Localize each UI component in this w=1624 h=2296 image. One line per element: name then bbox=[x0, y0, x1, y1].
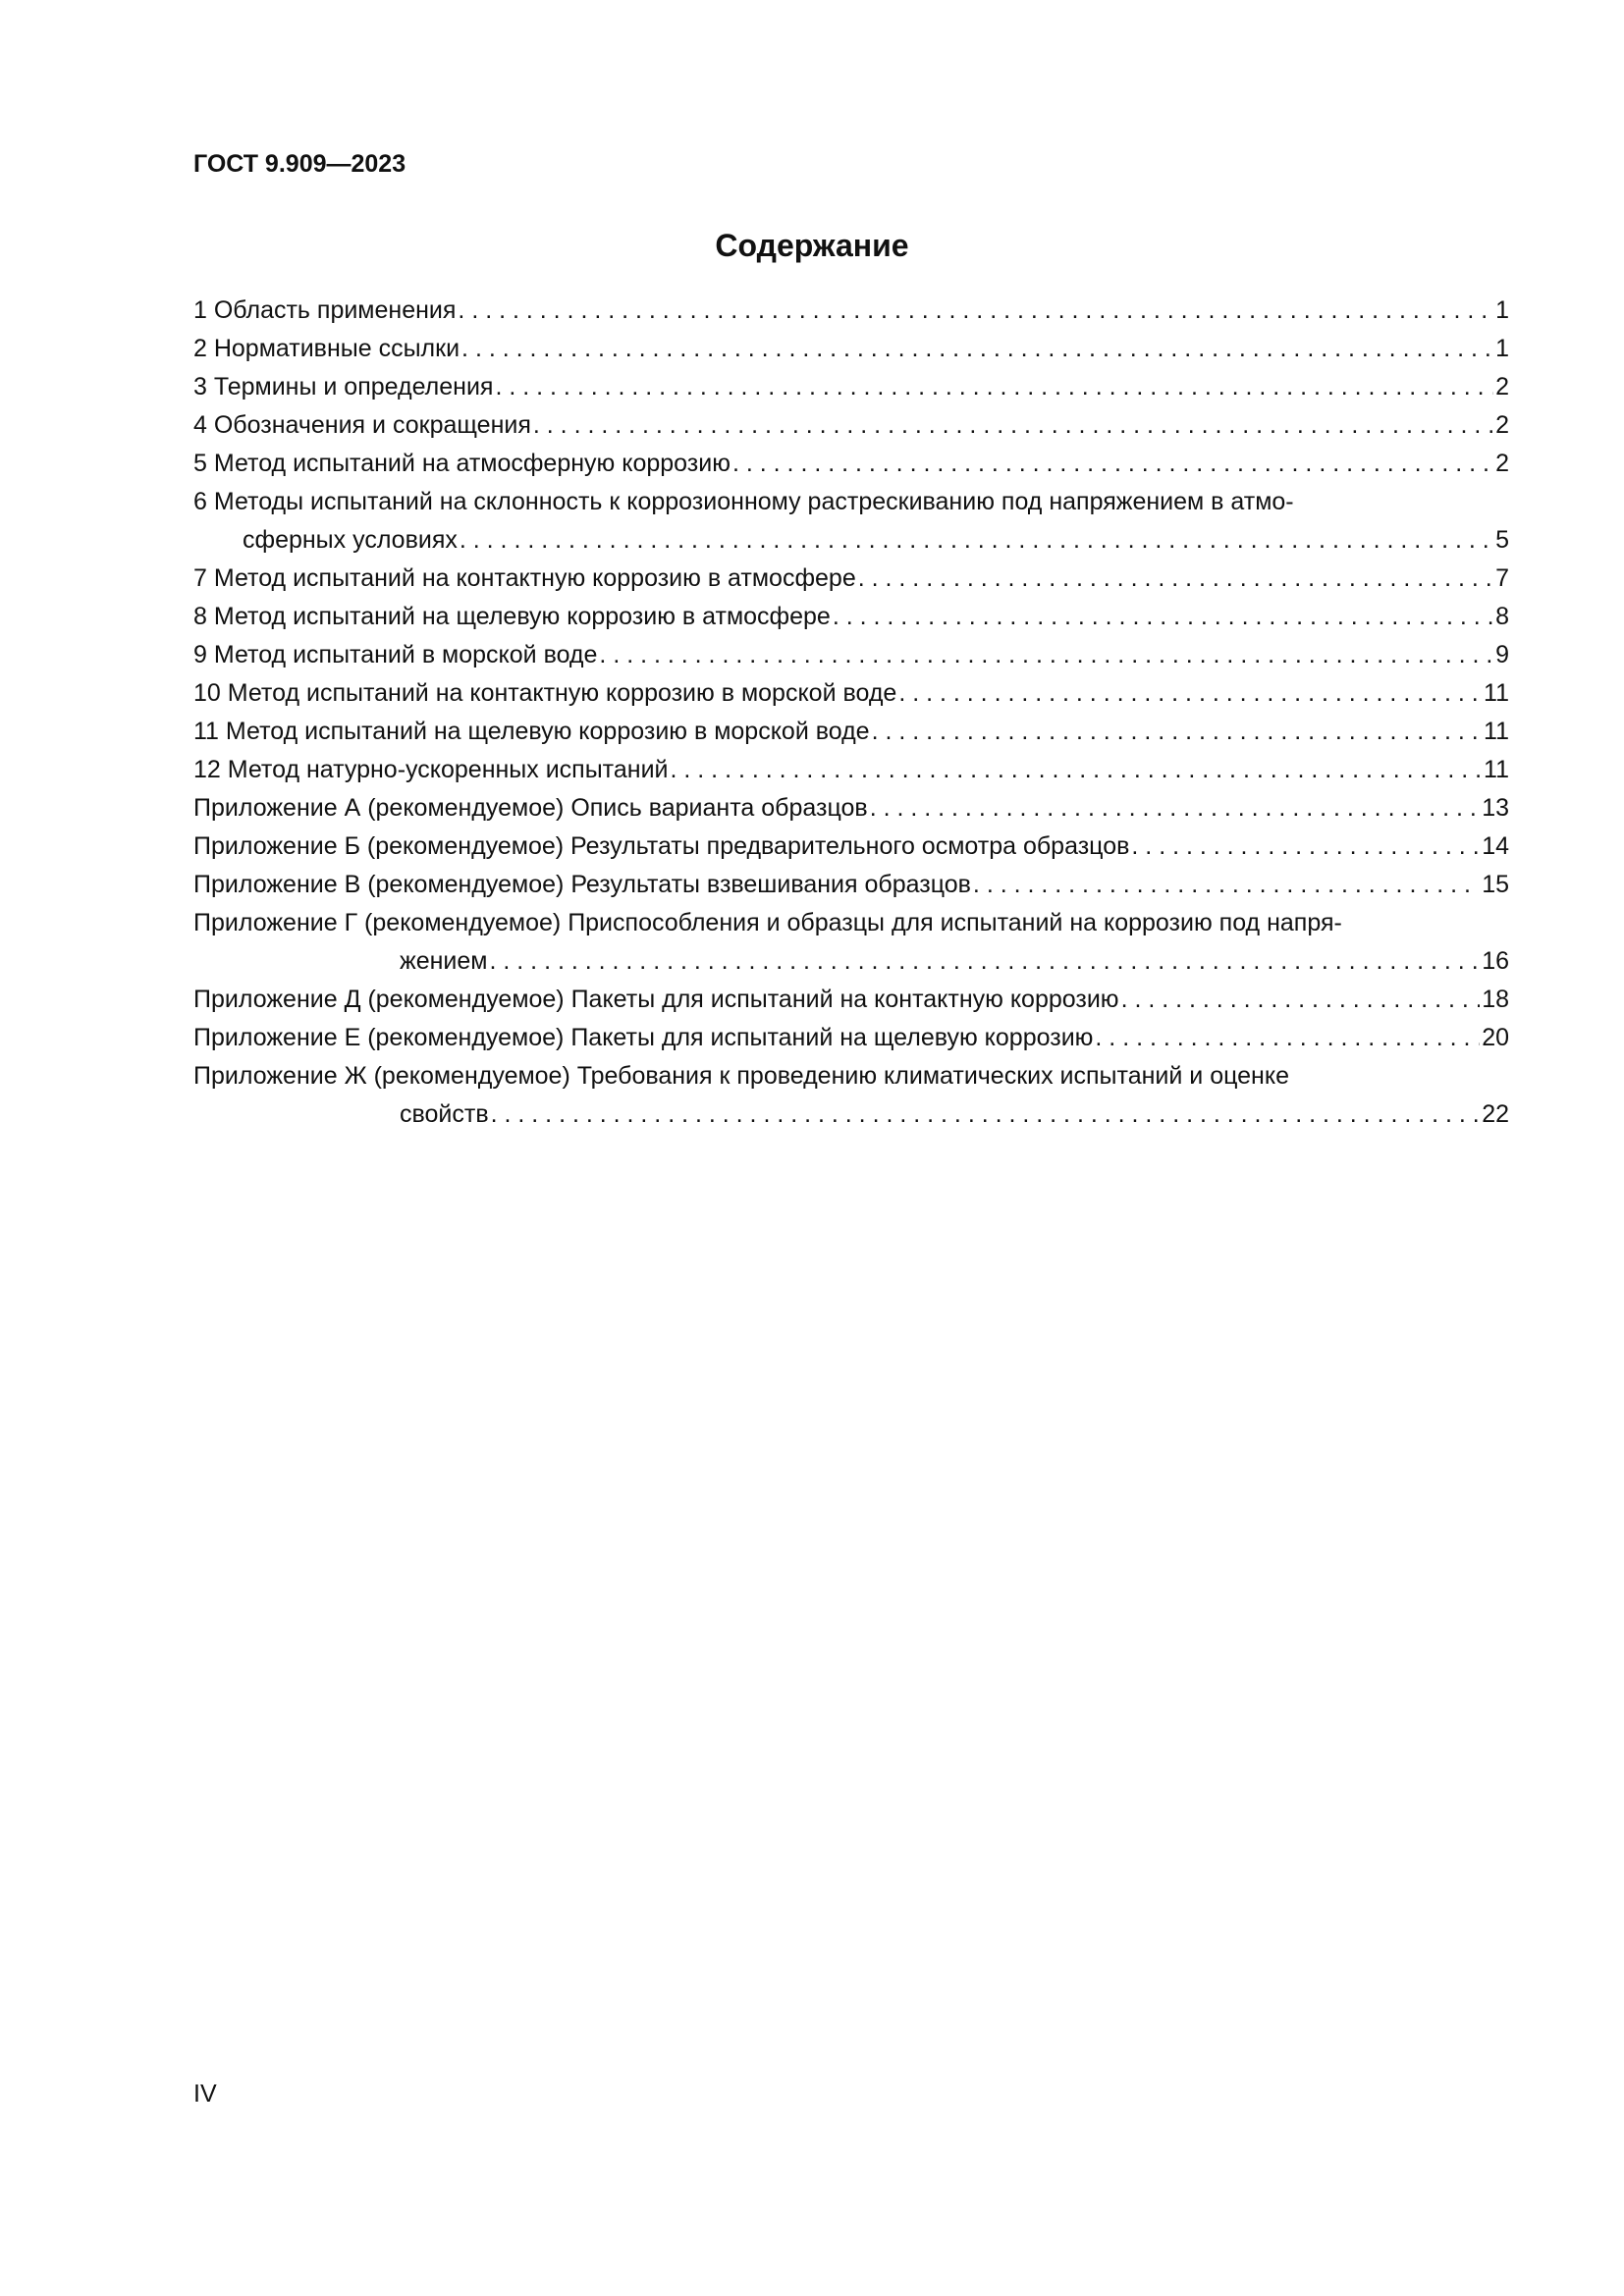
toc-entry-page: 22 bbox=[1482, 1100, 1509, 1128]
toc-entry-page: 1 bbox=[1495, 296, 1509, 324]
toc-entry-first-line[interactable] bbox=[193, 904, 1509, 942]
toc-entry-title: 11 Метод испытаний на щелевую коррозию в морской воде bbox=[193, 713, 870, 751]
toc-entry-title: 9 Метод испытаний в морской воде bbox=[193, 636, 597, 674]
dot-leader bbox=[872, 713, 1482, 751]
toc-entry[interactable] bbox=[193, 406, 1509, 445]
toc-entry-page: 13 bbox=[1482, 794, 1509, 822]
toc-entry-title: 7 Метод испытаний на контактную коррозию в атмосфере bbox=[193, 560, 856, 598]
toc-entry-title: Приложение Б (рекомендуемое) Результаты предварительного осмотра образцов bbox=[193, 828, 1129, 866]
toc-entry-title-continuation: свойств bbox=[400, 1095, 489, 1134]
dot-leader bbox=[495, 368, 1493, 406]
dot-leader bbox=[599, 636, 1493, 674]
toc-entry[interactable] bbox=[193, 866, 1509, 904]
toc-entry-page: 20 bbox=[1482, 1024, 1509, 1051]
toc-entry-page: 8 bbox=[1495, 603, 1509, 630]
toc-entry-first-line[interactable] bbox=[193, 483, 1509, 521]
toc-entry-page: 2 bbox=[1495, 373, 1509, 400]
toc-entry-page: 14 bbox=[1482, 832, 1509, 860]
toc-entry-title: Приложение Д (рекомендуемое) Пакеты для испытаний на контактную коррозию bbox=[193, 981, 1119, 1019]
toc-entry[interactable] bbox=[193, 789, 1509, 828]
dot-leader bbox=[732, 445, 1493, 483]
dot-leader bbox=[458, 292, 1493, 330]
toc-entry-page: 15 bbox=[1482, 871, 1509, 898]
toc-entry-page: 5 bbox=[1495, 526, 1509, 554]
toc-entry-title: Приложение Ж (рекомендуемое) Требования к проведению климатических испытаний и оценке bbox=[193, 1062, 1289, 1090]
toc-entry-title: Приложение Г (рекомендуемое) Приспособления и образцы для испытаний на коррозию под напря- bbox=[193, 909, 1342, 936]
dot-leader bbox=[870, 789, 1481, 828]
toc-entry-title: 6 Методы испытаний на склонность к коррозионному растрескиванию под напряжением в атмо- bbox=[193, 488, 1294, 515]
toc-entry[interactable] bbox=[193, 981, 1509, 1019]
toc-entry[interactable] bbox=[193, 828, 1509, 866]
toc-entry-title: 2 Нормативные ссылки bbox=[193, 330, 460, 368]
dot-leader bbox=[671, 751, 1483, 789]
toc-entry-page: 9 bbox=[1495, 641, 1509, 668]
toc-entry[interactable] bbox=[193, 445, 1509, 483]
toc-entry-continuation[interactable] bbox=[193, 521, 1509, 560]
toc-entry[interactable] bbox=[193, 674, 1509, 713]
toc-entry-title: 12 Метод натурно-ускоренных испытаний bbox=[193, 751, 669, 789]
toc-entry-title: 1 Область применения bbox=[193, 292, 456, 330]
toc-entry-title: Приложение Е (рекомендуемое) Пакеты для испытаний на щелевую коррозию bbox=[193, 1019, 1093, 1057]
dot-leader bbox=[1121, 981, 1481, 1019]
toc-entry[interactable] bbox=[193, 636, 1509, 674]
toc-entry[interactable] bbox=[193, 330, 1509, 368]
dot-leader bbox=[490, 942, 1481, 981]
toc-entry-title: 10 Метод испытаний на контактную коррозию в морской воде bbox=[193, 674, 896, 713]
dot-leader bbox=[1131, 828, 1480, 866]
toc-entry-page: 1 bbox=[1495, 335, 1509, 362]
dot-leader bbox=[460, 521, 1493, 560]
dot-leader bbox=[898, 674, 1482, 713]
toc-entry-title: 5 Метод испытаний на атмосферную коррозию bbox=[193, 445, 731, 483]
toc-entry-page: 11 bbox=[1484, 718, 1509, 745]
toc-entry[interactable] bbox=[193, 292, 1509, 330]
dot-leader bbox=[491, 1095, 1481, 1134]
toc-entry[interactable] bbox=[193, 751, 1509, 789]
toc-entry-first-line[interactable] bbox=[193, 1057, 1509, 1095]
toc-entry[interactable] bbox=[193, 1019, 1509, 1057]
dot-leader bbox=[461, 330, 1493, 368]
toc-entry-title-continuation: сферных условиях bbox=[243, 521, 458, 560]
toc-title: Содержание bbox=[715, 228, 909, 263]
toc-entry[interactable] bbox=[193, 713, 1509, 751]
toc-entry-page: 2 bbox=[1495, 450, 1509, 477]
dot-leader bbox=[833, 598, 1493, 636]
dot-leader bbox=[973, 866, 1480, 904]
dot-leader bbox=[533, 406, 1493, 445]
dot-leader bbox=[858, 560, 1493, 598]
toc-entry[interactable] bbox=[193, 598, 1509, 636]
toc-entry[interactable] bbox=[193, 560, 1509, 598]
toc-entry-continuation[interactable] bbox=[193, 1095, 1509, 1134]
toc-entry-title: Приложение В (рекомендуемое) Результаты взвешивания образцов bbox=[193, 866, 971, 904]
document-code: ГОСТ 9.909—2023 bbox=[193, 150, 406, 178]
toc-entry[interactable] bbox=[193, 368, 1509, 406]
table-of-contents bbox=[193, 292, 1509, 1134]
page-number: IV bbox=[193, 2080, 217, 2108]
toc-entry-page: 16 bbox=[1482, 947, 1509, 975]
toc-entry-page: 2 bbox=[1495, 411, 1509, 439]
toc-entry-title: 4 Обозначения и сокращения bbox=[193, 406, 531, 445]
toc-entry-title: Приложение А (рекомендуемое) Опись варианта образцов bbox=[193, 789, 868, 828]
toc-entry-page: 7 bbox=[1495, 564, 1509, 592]
toc-entry-page: 11 bbox=[1484, 679, 1509, 707]
toc-entry-page: 18 bbox=[1482, 986, 1509, 1013]
toc-entry-title: 8 Метод испытаний на щелевую коррозию в атмосфере bbox=[193, 598, 831, 636]
toc-entry-page: 11 bbox=[1484, 756, 1509, 783]
toc-entry-title: 3 Термины и определения bbox=[193, 368, 493, 406]
toc-entry-title-continuation: жением bbox=[400, 942, 488, 981]
dot-leader bbox=[1095, 1019, 1480, 1057]
toc-entry-continuation[interactable] bbox=[193, 942, 1509, 981]
